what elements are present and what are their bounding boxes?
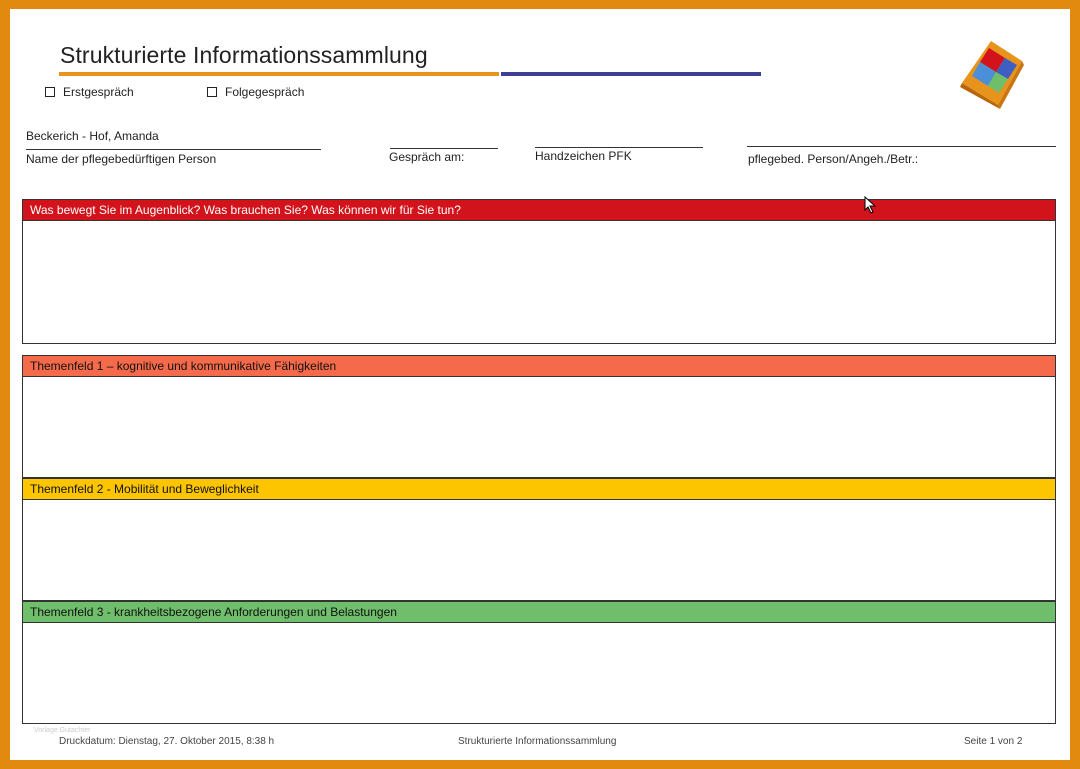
gespraech-label: Gespräch am: <box>389 150 465 164</box>
angeh-line <box>747 146 1056 147</box>
section-body-themenfeld-2[interactable] <box>22 500 1056 601</box>
handzeichen-line <box>535 147 703 148</box>
angeh-label: pflegebed. Person/Angeh./Betr.: <box>748 152 919 166</box>
section-header-augenblick <box>22 199 1056 221</box>
checkbox-erstgespraech[interactable] <box>45 85 134 99</box>
section-body-augenblick[interactable] <box>22 221 1056 344</box>
section-header-themenfeld-3 <box>22 601 1056 623</box>
person-name-label: Name der pflegebedürftigen Person <box>26 152 217 166</box>
title-underline-blue <box>501 72 761 76</box>
section-title: Was bewegt Sie im Augenblick? Was brauchen Sie? Was können wir für Sie tun? <box>30 203 461 217</box>
section-header-themenfeld-2 <box>22 478 1056 500</box>
footer-center-title: Strukturierte Informationssammlung <box>458 736 617 747</box>
section-body-themenfeld-1[interactable] <box>22 377 1056 478</box>
checkbox-folgegespraech-label: Folgegespräch <box>225 85 305 99</box>
section-header-themenfeld-1 <box>22 355 1056 377</box>
gespraech-line <box>390 148 498 149</box>
title-underline-orange <box>59 72 499 76</box>
checkbox-erstgespraech-label: Erstgespräch <box>63 85 134 99</box>
checkbox-erstgespraech-box[interactable] <box>45 87 55 97</box>
section-title: Themenfeld 2 - Mobilität und Beweglichkeit <box>30 482 259 496</box>
checkbox-folgegespraech[interactable] <box>207 85 304 99</box>
section-body-themenfeld-3[interactable] <box>22 623 1056 724</box>
handzeichen-label: Handzeichen PFK <box>535 149 632 163</box>
person-name-line <box>26 149 321 150</box>
document-page <box>10 9 1070 760</box>
section-title: Themenfeld 3 - krankheitsbezogene Anforderungen und Belastungen <box>30 605 397 619</box>
mouse-pointer-icon <box>864 196 878 214</box>
person-name-value: Beckerich - Hof, Amanda <box>26 129 159 143</box>
colored-cube-logo-icon <box>958 39 1024 109</box>
checkbox-folgegespraech-box[interactable] <box>207 87 217 97</box>
footer-page-number: Seite 1 von 2 <box>964 736 1023 747</box>
section-title: Themenfeld 1 – kognitive und kommunikative Fähigkeiten <box>30 359 337 373</box>
watermark-text: Vorlage Gutachter <box>34 727 91 734</box>
page-title: Strukturierte Informationssammlung <box>60 42 428 68</box>
footer-print-date: Druckdatum: Dienstag, 27. Oktober 2015, 8:38 h <box>59 736 275 747</box>
